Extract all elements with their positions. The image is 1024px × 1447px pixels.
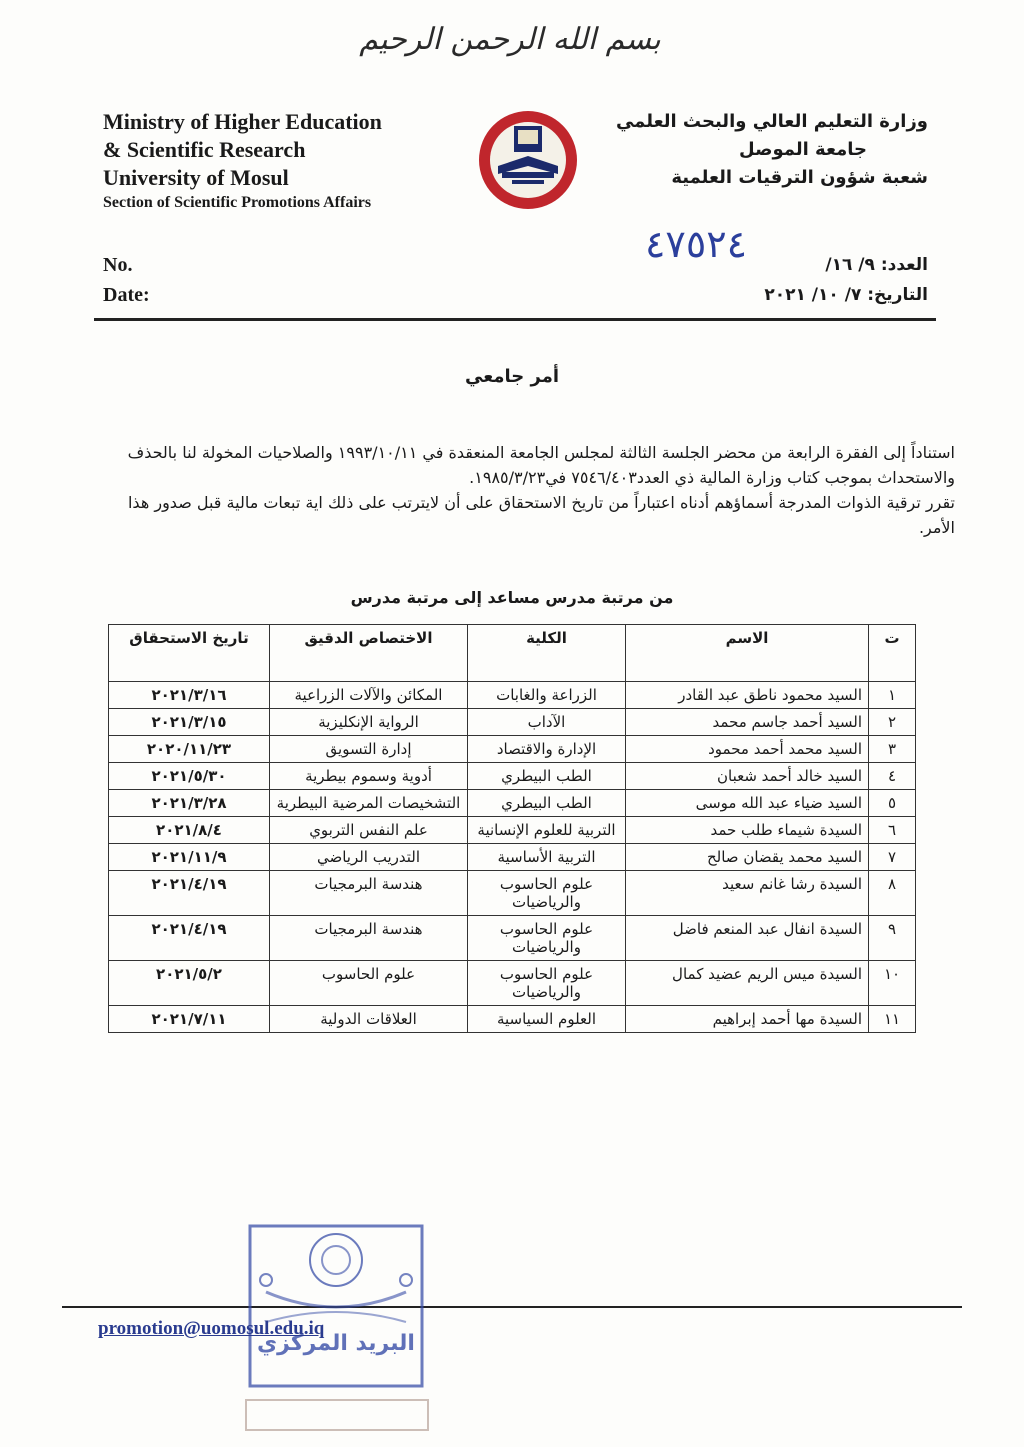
- row-due-date: ٢٠٢١/١١/٩: [109, 844, 270, 871]
- document-title: أمر جامعي: [464, 366, 560, 387]
- row-number: ٦: [869, 817, 916, 844]
- row-number: ٢: [869, 709, 916, 736]
- university-name-ar: جامعة الموصل: [739, 139, 867, 160]
- row-due-date: ٢٠٢٠/١١/٢٣: [109, 736, 270, 763]
- row-specialization: هندسة البرمجيات: [270, 916, 468, 961]
- row-due-date: ٢٠٢١/٨/٤: [109, 817, 270, 844]
- row-college: الإدارة والاقتصاد: [468, 736, 626, 763]
- row-name: السيدة ميس الريم عضيد كمال: [626, 961, 869, 1006]
- date-label-ar: التاريخ: ٧/ ١٠/ ٢٠٢١: [764, 285, 928, 305]
- section-name-ar: شعبة شؤون الترقيات العلمية: [671, 167, 928, 188]
- table-row: [109, 871, 916, 916]
- row-number: ٣: [869, 736, 916, 763]
- number-label-ar: العدد: ٩/ ١٦/: [825, 255, 928, 275]
- header-arabic: [608, 108, 928, 192]
- row-specialization: أدوية وسموم بيطرية: [270, 763, 468, 790]
- row-name: السيدة مها أحمد إبراهيم: [626, 1006, 869, 1033]
- footer-divider: [62, 1306, 962, 1308]
- table-row: [109, 682, 916, 709]
- header-name: الاسم: [626, 625, 869, 682]
- row-number: ٨: [869, 871, 916, 916]
- row-due-date: ٢٠٢١/٣/١٦: [109, 682, 270, 709]
- header-num: ت: [869, 625, 916, 682]
- reference-ar: [764, 250, 928, 310]
- table-row: [109, 961, 916, 1006]
- row-due-date: ٢٠٢١/٧/١١: [109, 1006, 270, 1033]
- header-specialization: الاختصاص الدقيق: [270, 625, 468, 682]
- row-name: السيدة رشا غانم سعيد: [626, 871, 869, 916]
- table-row: [109, 1006, 916, 1033]
- row-due-date: ٢٠٢١/٣/٢٨: [109, 790, 270, 817]
- table-row: [109, 736, 916, 763]
- order-paragraph-1: استناداً إلى الفقرة الرابعة من محضر الجلسة الثالثة لمجلس الجامعة المنعقدة في ١٩٩٣/١٠/١١ والصلاحيات المخولة لنا بالحذف والاستحداث بموجب كتاب وزارة المالية ذي العدد٧٥٤٦/٤٠٣ في١٩٨٥/٣/٢٣.: [127, 443, 955, 487]
- university-logo: [476, 108, 580, 212]
- row-college: الآداب: [468, 709, 626, 736]
- reference-en: [103, 250, 150, 310]
- row-specialization: المكائن والآلات الزراعية: [270, 682, 468, 709]
- table-header-row: [109, 625, 916, 682]
- ministry-name-en: Ministry of Higher Education: [103, 109, 382, 134]
- row-college: علوم الحاسوب والرياضيات: [468, 871, 626, 916]
- basmala-calligraphy: بسم الله الرحمن الرحيم: [359, 22, 661, 57]
- handwritten-number: ٤٧٥٢٤: [645, 222, 748, 266]
- ministry-name-en-2: & Scientific Research: [103, 137, 306, 162]
- header-divider: [94, 318, 936, 321]
- row-number: ٧: [869, 844, 916, 871]
- row-number: ٥: [869, 790, 916, 817]
- date-label-en: Date:: [103, 284, 150, 306]
- row-number: ١١: [869, 1006, 916, 1033]
- stamp-text: البريد المركزي: [257, 1331, 415, 1356]
- row-number: ٩: [869, 916, 916, 961]
- row-number: ٤: [869, 763, 916, 790]
- ministry-name-ar: وزارة التعليم العالي والبحث العلمي: [615, 111, 928, 132]
- row-college: التربية الأساسية: [468, 844, 626, 871]
- row-specialization: علوم الحاسوب: [270, 961, 468, 1006]
- table-row: [109, 817, 916, 844]
- table-row: [109, 709, 916, 736]
- row-college: الطب البيطري: [468, 763, 626, 790]
- order-paragraph-2: تقرر ترقية الذوات المدرجة أسماؤهم أدناه اعتباراً من تاريخ الاستحقاق على أن لايترتب على ذلك اية تبعات مالية قبل صدور هذا الأمر.: [127, 493, 955, 537]
- row-specialization: العلاقات الدولية: [270, 1006, 468, 1033]
- row-college: العلوم السياسية: [468, 1006, 626, 1033]
- order-body: [120, 440, 955, 540]
- row-number: ١: [869, 682, 916, 709]
- row-due-date: ٢٠٢١/٥/٢: [109, 961, 270, 1006]
- row-specialization: التدريب الرياضي: [270, 844, 468, 871]
- header-college: الكلية: [468, 625, 626, 682]
- row-name: السيد ضياء عبد الله موسى: [626, 790, 869, 817]
- row-specialization: علم النفس التربوي: [270, 817, 468, 844]
- university-name-en: University of Mosul: [103, 165, 289, 190]
- central-mail-stamp: [246, 1222, 426, 1392]
- row-college: الطب البيطري: [468, 790, 626, 817]
- row-due-date: ٢٠٢١/٣/١٥: [109, 709, 270, 736]
- table-row: [109, 763, 916, 790]
- row-due-date: ٢٠٢١/٤/١٩: [109, 871, 270, 916]
- row-number: ١٠: [869, 961, 916, 1006]
- row-name: السيد محمد يقضان صالح: [626, 844, 869, 871]
- row-specialization: هندسة البرمجيات: [270, 871, 468, 916]
- row-name: السيد محمد أحمد محمود: [626, 736, 869, 763]
- row-due-date: ٢٠٢١/٥/٣٠: [109, 763, 270, 790]
- row-college: التربية للعلوم الإنسانية: [468, 817, 626, 844]
- row-due-date: ٢٠٢١/٤/١٩: [109, 916, 270, 961]
- stamp-lower: [244, 1398, 430, 1432]
- table-row: [109, 916, 916, 961]
- section-name-en: Section of Scientific Promotions Affairs: [103, 194, 372, 211]
- row-college: علوم الحاسوب والرياضيات: [468, 961, 626, 1006]
- footer-email[interactable]: promotion@uomosul.edu.iq: [98, 1318, 325, 1339]
- row-specialization: التشخيصات المرضية البيطرية: [270, 790, 468, 817]
- row-name: السيد أحمد جاسم محمد: [626, 709, 869, 736]
- header-english: [103, 108, 463, 214]
- number-label-en: No.: [103, 254, 133, 276]
- header-due-date: تاريخ الاستحقاق: [109, 625, 270, 682]
- row-name: السيد خالد أحمد شعبان: [626, 763, 869, 790]
- row-name: السيد محمود ناطق عبد القادر: [626, 682, 869, 709]
- row-specialization: إدارة التسويق: [270, 736, 468, 763]
- row-specialization: الرواية الإنكليزية: [270, 709, 468, 736]
- row-college: علوم الحاسوب والرياضيات: [468, 916, 626, 961]
- table-row: [109, 790, 916, 817]
- table-row: [109, 844, 916, 871]
- table-subtitle: من مرتبة مدرس مساعد إلى مرتبة مدرس: [350, 588, 674, 607]
- promotions-table: [108, 624, 916, 1033]
- row-college: الزراعة والغابات: [468, 682, 626, 709]
- row-name: السيدة انفال عبد المنعم فاضل: [626, 916, 869, 961]
- row-name: السيدة شيماء طلب حمد: [626, 817, 869, 844]
